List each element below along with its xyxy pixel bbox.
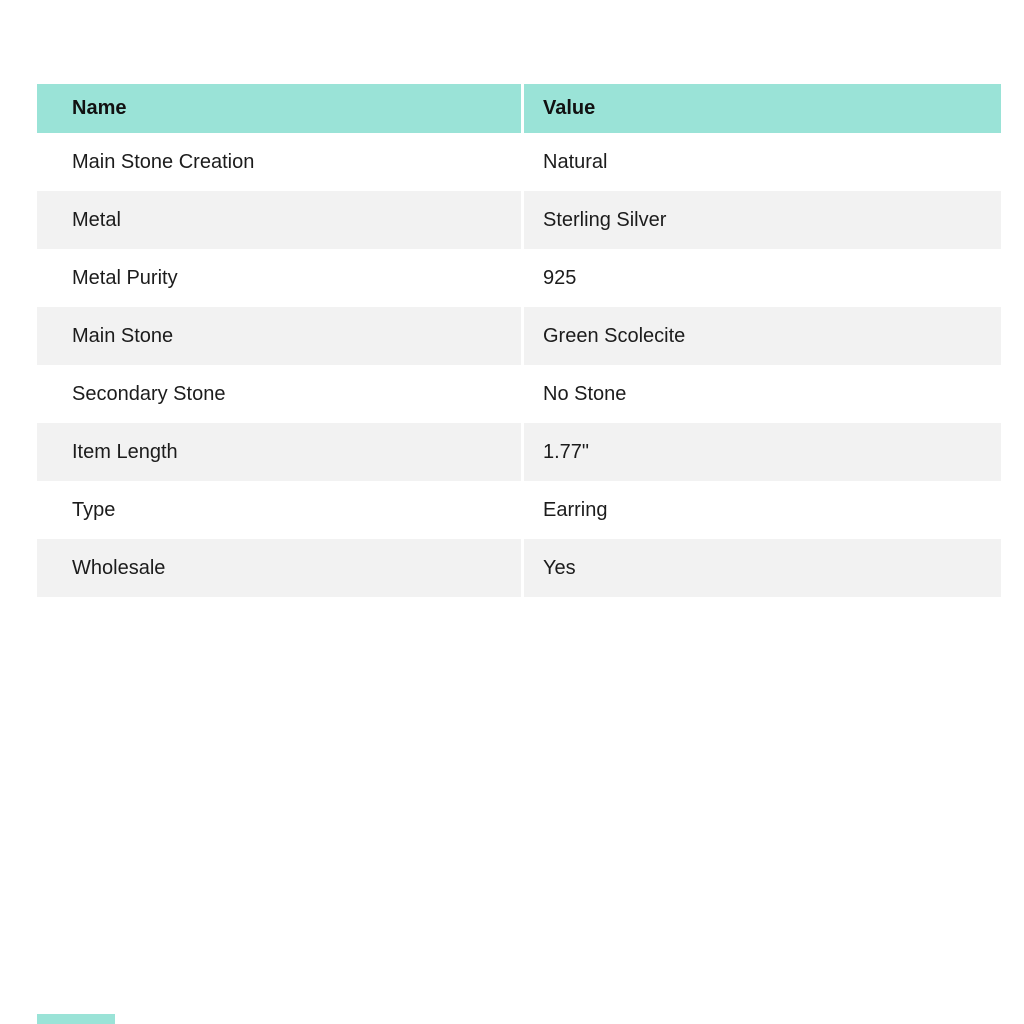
spec-value: 1.77" [543, 440, 590, 463]
table-row [37, 423, 1001, 481]
spec-value: Green Scolecite [543, 324, 686, 347]
spec-name: Main Stone Creation [37, 133, 524, 191]
table-row [37, 307, 1001, 365]
spec-name: Item Length [37, 423, 524, 481]
table-header-row [37, 84, 1001, 133]
spec-value: Sterling Silver [543, 208, 667, 231]
spec-name: Main Stone [37, 307, 524, 365]
spec-value: 925 [543, 266, 577, 289]
spec-name: Metal Purity [37, 249, 524, 307]
spec-name: Type [37, 481, 524, 539]
table-body [37, 133, 1001, 597]
table-row [37, 481, 1001, 539]
table-row [37, 249, 1001, 307]
table-row [37, 365, 1001, 423]
spec-name: Metal [37, 191, 524, 249]
table-row [37, 191, 1001, 249]
spec-value: Natural [543, 150, 608, 173]
column-header-value: Value [524, 84, 1001, 133]
product-spec-table [37, 84, 1001, 597]
spec-value: No Stone [543, 382, 627, 405]
column-header-name: Name [37, 84, 524, 133]
spec-value: Earring [543, 498, 608, 521]
table-row [37, 539, 1001, 597]
spec-name: Wholesale [37, 539, 524, 597]
table-row [37, 133, 1001, 191]
spec-name: Secondary Stone [37, 365, 524, 423]
next-table-header-partial [37, 1014, 115, 1024]
spec-value: Yes [543, 556, 576, 579]
